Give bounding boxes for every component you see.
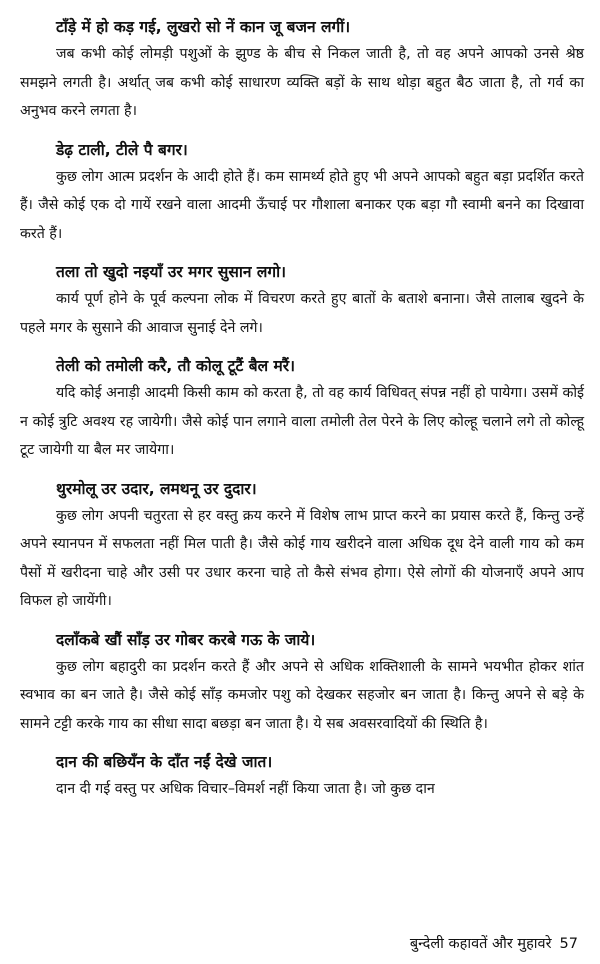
proverb-entry	[20, 137, 584, 249]
proverb-heading: थुरमोलू उर उदार, लमथनू उर दुदार।	[56, 479, 257, 498]
book-title: बुन्देली कहावतें और मुहावरे	[409, 936, 552, 952]
proverb-heading: दान की बछियँन के दाँत नईं देखे जात।	[56, 753, 273, 771]
proverb-entry	[20, 353, 584, 465]
page-footer	[410, 934, 578, 954]
proverb-explanation: यदि कोई अनाड़ी आदमी किसी काम को करता है, तो वह कार्य विधिवत् संपन्न नहीं हो पायेगा। उसमें कोई न कोई त्रुटि अवश्य रह जायेगी। जैसे कोई पान लगाने वाला तमोली तेल पेरने के लिए कोल्हू चलाने लगे तो कोल्हू टूट जायेगी या बैल मर जायेगा।	[20, 385, 584, 458]
proverb-heading: तला तो खुदो नइयाँ उर मगर सुसान लगो।	[56, 263, 286, 281]
proverb-entry	[20, 476, 584, 616]
proverb-explanation: कुछ लोग अपनी चतुरता से हर वस्तु क्रय करने में विशेष लाभ प्राप्त करने का प्रयास करते हैं, किन्तु उन्हें अपने स्यानपन में सफलता नहीं मिल पाती है। जैसे कोई गाय खरीदने वाला अधिक दूध देने वाली गाय को कम पैसों में खरीदना चाहे और उसी पर उधार करना चाहे तो कैसे संभव होगा। ऐसे लोगों की योजनाएँ अपने आप विफल हो जायेंगी।	[20, 507, 584, 609]
proverb-heading: दलाँकबे खौं साँड़ उर गोबर करबे गऊ के जाये।	[56, 630, 316, 649]
page-content	[20, 14, 584, 815]
proverb-entry	[20, 259, 584, 342]
proverb-entry	[20, 749, 584, 804]
proverb-explanation: कुछ लोग बहादुरी का प्रदर्शन करते हैं और अपने से अधिक शक्तिशाली के सामने भयभीत होकर शांत स्वभाव का बन जाते है। जैसे कोई साँड़ कमजोर पशु को देखकर सहजोर बन जाता है। किन्तु अपने से बड़े के सामने टट्टी करके गाय का सीधा सादा बछड़ा बन जाता है। ये सब अवसरवादियों की स्थिति है।	[20, 658, 584, 732]
proverb-heading: डेढ़ टाली, टीले पै बगर।	[56, 140, 188, 159]
proverb-heading: टाँड़े में हो कड़ गई, लुखरो सो नें कान जू बजन लगीं।	[56, 18, 351, 36]
proverb-explanation: दान दी गई वस्तु पर अधिक विचार–विमर्श नहीं किया जाता है। जो कुछ दान	[56, 781, 435, 797]
proverb-entry	[20, 627, 584, 739]
proverb-explanation: कार्य पूर्ण होने के पूर्व कल्पना लोक में विचरण करते हुए बातों के बताशे बनाना। जैसे तालाब खुदने के पहले मगर के सुसाने की आवाज सुनाई देने लगे।	[20, 291, 584, 336]
proverb-entry	[20, 14, 584, 126]
proverb-explanation: कुछ लोग आत्म प्रदर्शन के आदी होते हैं। कम सामर्थ्य होते हुए भी अपने आपको बहुत बड़ा प्रदर्शित करते हैं। जैसे कोई एक दो गायें रखने वाला आदमी ऊँचाई पर गौशाला बनाकर एक बड़ा गौ स्वामी बनने का दिखावा करते हैं।	[20, 168, 584, 242]
page-number: 57	[559, 936, 578, 952]
proverb-heading: तेली को तमोली करै, तौ कोलू टूटैं बैल मरैं।	[56, 357, 295, 375]
proverb-explanation: जब कभी कोई लोमड़ी पशुओं के झुण्ड के बीच से निकल जाती है, तो वह अपने आपको उनसे श्रेष्ठ समझने लगती है। अर्थात् जब कभी कोई साधारण व्यक्ति बड़ों के साथ थोड़ा बहुत बैठ जाता है, तो गर्व का अनुभव करने लगता है।	[20, 46, 584, 119]
